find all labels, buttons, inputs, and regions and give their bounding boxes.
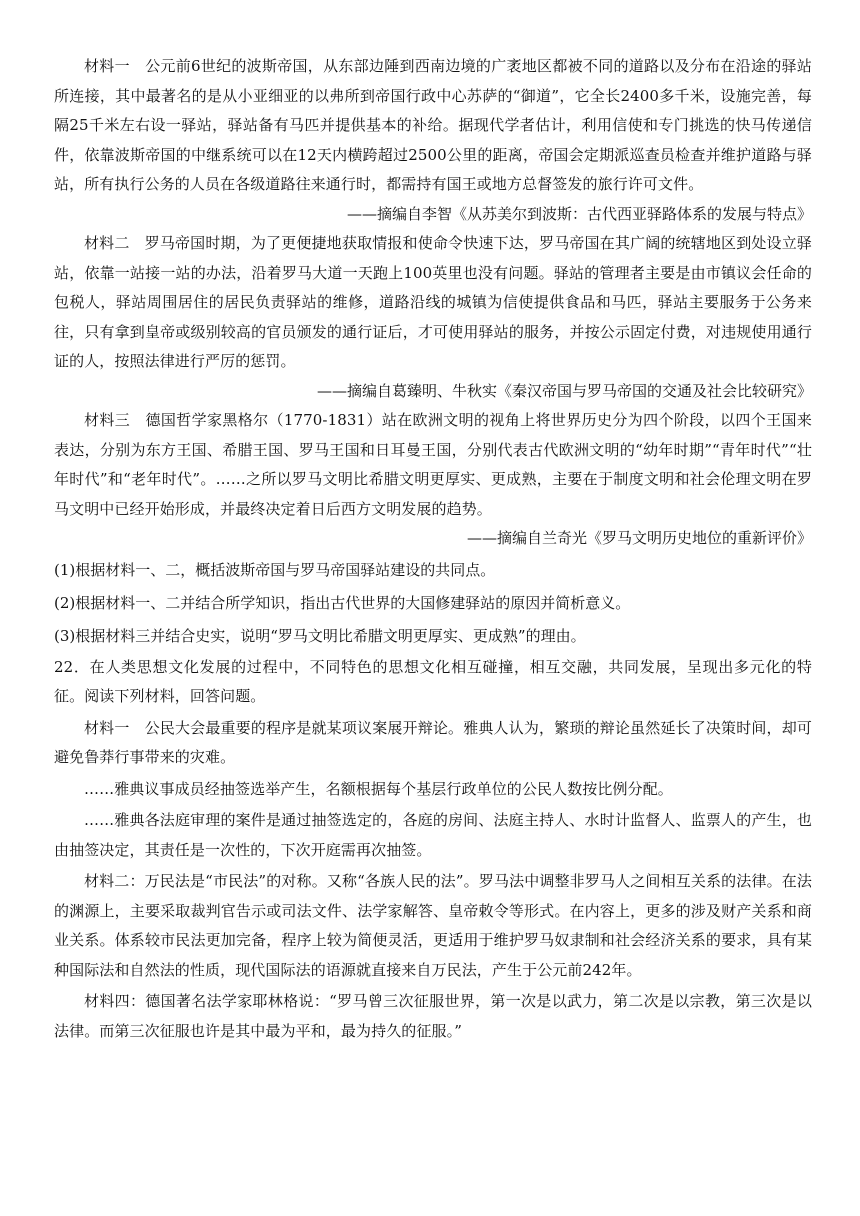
question-1: (1)根据材料一、二，概括波斯帝国与罗马帝国驿站建设的共同点。 [54, 560, 496, 579]
material-3-source: ——摘编自兰奇光《罗马文明历史地位的重新评价》 [466, 529, 812, 547]
material-2-rome: 材料二 罗马帝国时期，为了更便捷地获取情报和使命令快速下达，罗马帝国在其广阔的统辖地区到处设立驿站，依靠一站接一站的办法，沿着罗马大道一天跑上100英里也没有问题。驿站的管理者主要是由市镇议会任命的包税人，驿站周围居住的居民负责驿站的维修，道路沿线的城镇为信使提供食品和马匹，驿站主要服务于公务来往，只有拿到皇帝或级别较高的官员颁发的通行证后，才可使用驿站的服务，并按公示固定付费，对违规使用通行证的人，按照法律进行严厉的惩罚。 [54, 234, 812, 370]
material-2-source: ——摘编自葛臻明、牛秋实《秦汉帝国与罗马帝国的交通及社会比较研究》 [316, 381, 812, 400]
q22-material-1-part-3: ……雅典各法庭审理的案件是通过抽签选定的，各庭的房间、法庭主持人、水时计监督人、监票人的产生，也由抽签决定，其责任是一次性的，下次开庭需再次抽签。 [54, 811, 812, 859]
document-page [54, 52, 812, 1046]
material-1-persia: 材料一 公元前6世纪的波斯帝国，从东部边陲到西南边境的广袤地区都被不同的道路以及分布在沿途的驿站所连接，其中最著名的是从小亚细亚的以弗所到帝国行政中心苏萨的“御道”，它全长2400多千米，设施完善，每隔25千米左右设一驿站，驿站备有马匹并提供基本的补给。据现代学者估计，利用信使和专门挑选的快马传递信件，依靠波斯帝国的中继系统可以在12天内横跨超过2500公里的距离，帝国会定期派巡查员检查并维护道路与驿站，所有执行公务的人员在各级道路往来通行时，都需持有国王或地方总督签发的旅行许可文件。 [54, 57, 812, 193]
q22-material-2: 材料二：万民法是“市民法”的对称。又称“各族人民的法”。罗马法中调整非罗马人之间相互关系的法律。在法的渊源上，主要采取裁判官告示或司法文件、法学家解答、皇帝敕令等形式。在内容上，更多的涉及财产关系和商业关系。体系较市民法更加完备，程序上较为简便灵活，更适用于维护罗马奴隶制和社会经济关系的要求，具有某种国际法和自然法的性质，现代国际法的语源就直接来自万民法，产生于公元前242年。 [54, 872, 812, 979]
question-3: (3)根据材料三并结合史实，说明“罗马文明比希腊文明更厚实、更成熟”的理由。 [54, 626, 586, 645]
question-22-intro: 22．在人类思想文化发展的过程中，不同特色的思想文化相互碰撞，相互交融，共同发展，呈现出多元化的特征。阅读下列材料，回答问题。 [54, 657, 812, 705]
material-1-source: ——摘编自李智《从苏美尔到波斯：古代西亚驿路体系的发展与特点》 [346, 204, 812, 223]
q22-material-4: 材料四：德国著名法学家耶林格说：“罗马曾三次征服世界，第一次是以武力，第二次是以宗教，第三次是以法律。而第三次征服也许是其中最为平和，最为持久的征服。” [54, 992, 812, 1040]
material-3-hegel: 材料三 德国哲学家黑格尔（1770-1831）站在欧洲文明的视角上将世界历史分为四个阶段，以四个王国来表达，分别为东方王国、希腊王国、罗马王国和日耳曼王国，分别代表古代欧洲文明的“幼年时期”“青年时代”“壮年时代”和“老年时代”。……之所以罗马文明比希腊文明更厚实、更成熟，主要在于制度文明和社会伦理文明在罗马文明中已经开始形成，并最终决定着日后西方文明发展的趋势。 [54, 411, 812, 518]
q22-material-1-part-2: ……雅典议事成员经抽签选举产生，名额根据每个基层行政单位的公民人数按比例分配。 [84, 779, 673, 798]
q22-material-1-part-1: 材料一 公民大会最重要的程序是就某项议案展开辩论。雅典人认为，繁琐的辩论虽然延长了决策时间，却可避免鲁莽行事带来的灾难。 [54, 718, 812, 766]
question-2: (2)根据材料一、二并结合所学知识，指出古代世界的大国修建驿站的原因并简析意义。 [54, 593, 631, 612]
